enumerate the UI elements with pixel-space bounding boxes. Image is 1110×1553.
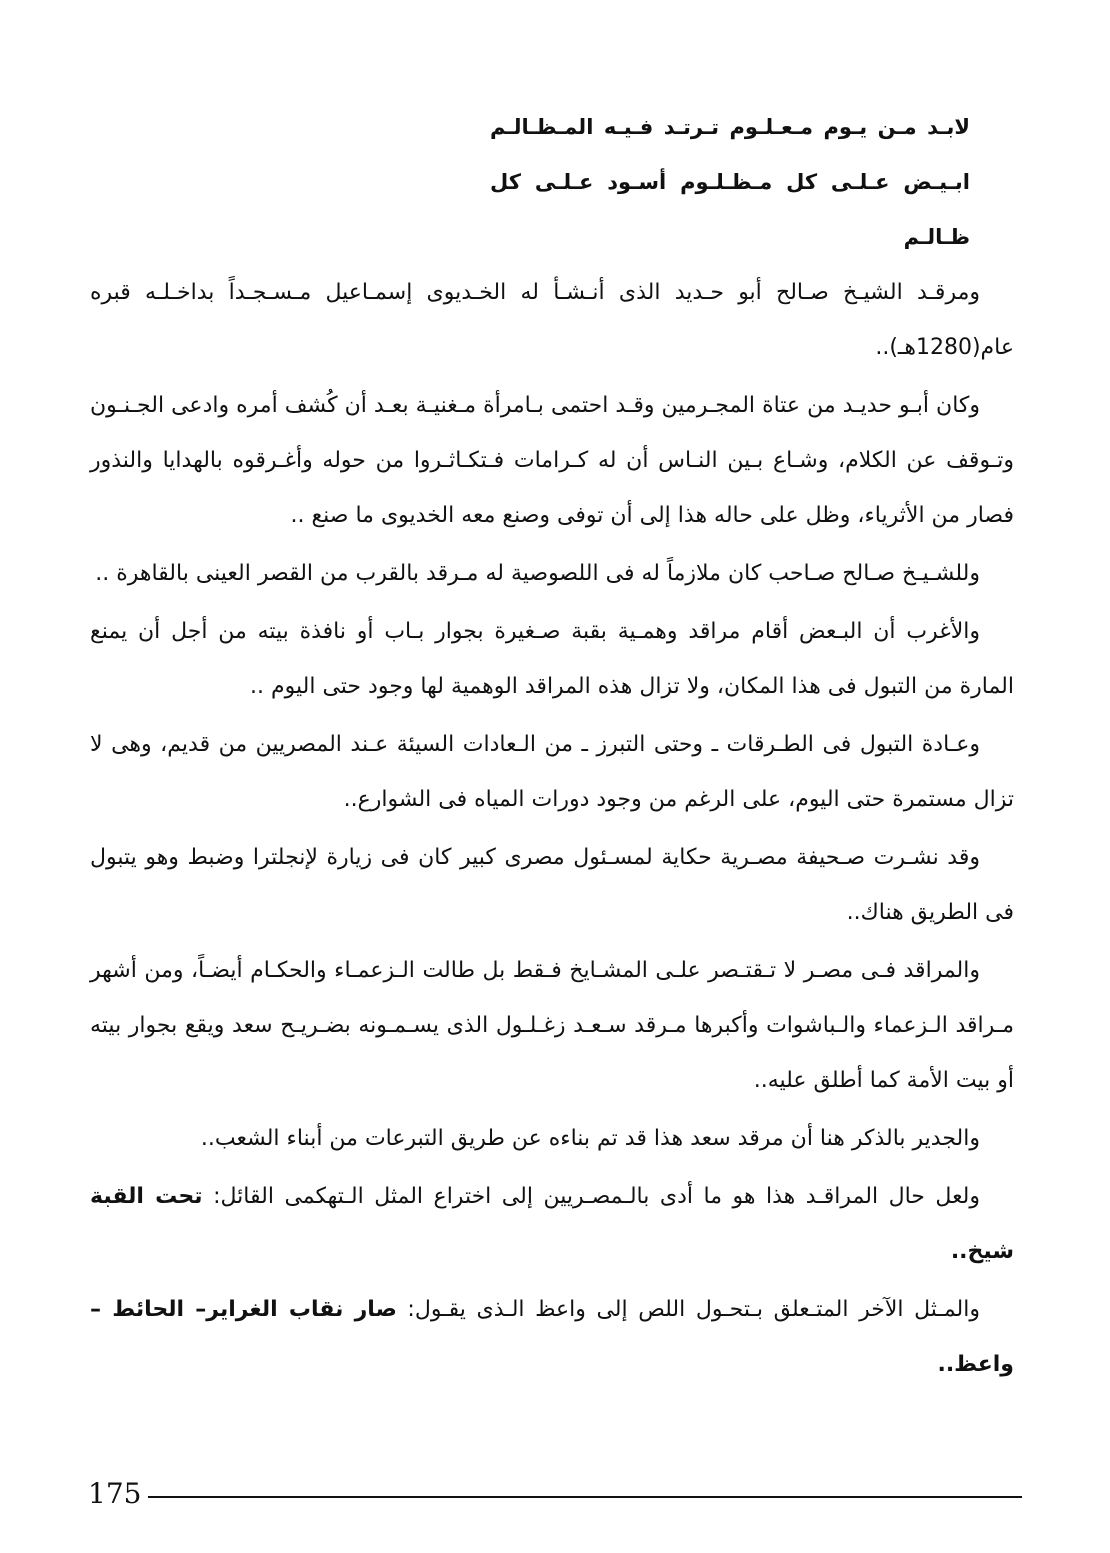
proverb-intro-text: ولعل حال المراقـد هذا هو ما أدى بالـمصـريين إلى اختراع المثل الـتهكمى القائل:	[202, 1184, 981, 1209]
paragraph: والمراقد فـى مصـر لا تـقتـصر علـى المشـايخ فـقط بل طالت الـزعمـاء والحكـام أيضـاً، ومن أشهر مـراقد الـزعماء والـباشوات وأكبرها مـرقد سـعـد زغـلـول الذى يسـمـونه بضـريـح سعد ويقع بجوار بيته أو بيت الأمة كما أطلق عليه..	[90, 958, 1014, 1093]
paragraph: ومرقـد الشيـخ صـالح أبو حـديد الذى أنـشـأ له الخـديوى إسمـاعيل مـسـجـداً بداخـلـه قبره عام(1280هـ)..	[90, 280, 1014, 360]
poem-line-1: لابـد مـن يـوم مـعـلـوم تـرتـد فـيـه المـظـالـم	[490, 115, 970, 139]
footer-divider	[148, 1496, 1022, 1498]
poem-verse	[490, 100, 970, 265]
page-number: 175	[88, 1477, 142, 1510]
page-footer	[88, 1474, 1022, 1514]
paragraph: والأغرب أن البـعض أقام مراقد وهمـية بقبة صـغيرة بجوار بـاب أو نافذة بيته من أجل أن يمنع المارة من التبول فى هذا المكان، ولا تزال هذه المراقد الوهمية لها وجود حتى اليوم ..	[90, 619, 1014, 699]
proverb-paragraph	[90, 1169, 1014, 1279]
proverb-intro-text: والمـثل الآخر المتـعلق بـتحـول اللص إلى واعظ الـذى يقـول:	[396, 1297, 980, 1322]
proverb-paragraph	[90, 1282, 1014, 1392]
paragraph: وكان أبـو حديـد من عتاة المجـرمين وقـد احتمى بـامرأة مـغنيـة بعـد أن كُشف أمره وادعى الجـنـون وتـوقف عن الكلام، وشـاع بـين النـاس أن له كـرامات فـتكـاثـروا من حوله وأغـرقوه بالهدايا والنذور فصار من الأثرياء، وظل على حاله هذا إلى أن توفى وصنع معه الخديوى ما صنع ..	[90, 393, 1014, 528]
paragraph: والجدير بالذكر هنا أن مرقد سعد هذا قد تم بناءه عن طريق التبرعات من أبناء الشعب..	[200, 1126, 980, 1151]
poem-line-2: ابـيـض عـلـى كل مـظـلـوم أسـود عـلـى كل ظـالـم	[490, 170, 970, 249]
proverb-bold-text: صار نقاب الغراير– الحائط – واعظ..	[90, 1297, 1014, 1377]
proverb-bold-text: تحت القبة شيخ..	[90, 1184, 1014, 1264]
paragraph: وعـادة التبول فى الطـرقات ـ وحتى التبرز ـ من الـعادات السيئة عـند المصريين من قديم، وهى لا تزال مستمرة حتى اليوم، على الرغم من وجود دورات المياه فى الشوارع..	[90, 732, 1014, 812]
paragraph: وللشـيـخ صـالح صـاحب كان ملازماً له فى اللصوصية له مـرقد بالقرب من القصر العينى بالقاهرة ..	[95, 561, 980, 586]
page-body	[90, 100, 1014, 1395]
paragraph: وقد نشـرت صـحيفة مصـرية حكاية لمسـئول مصرى كبير كان فى زيارة لإنجلترا وضبط وهو يتبول فى الطريق هناك..	[90, 845, 1014, 925]
